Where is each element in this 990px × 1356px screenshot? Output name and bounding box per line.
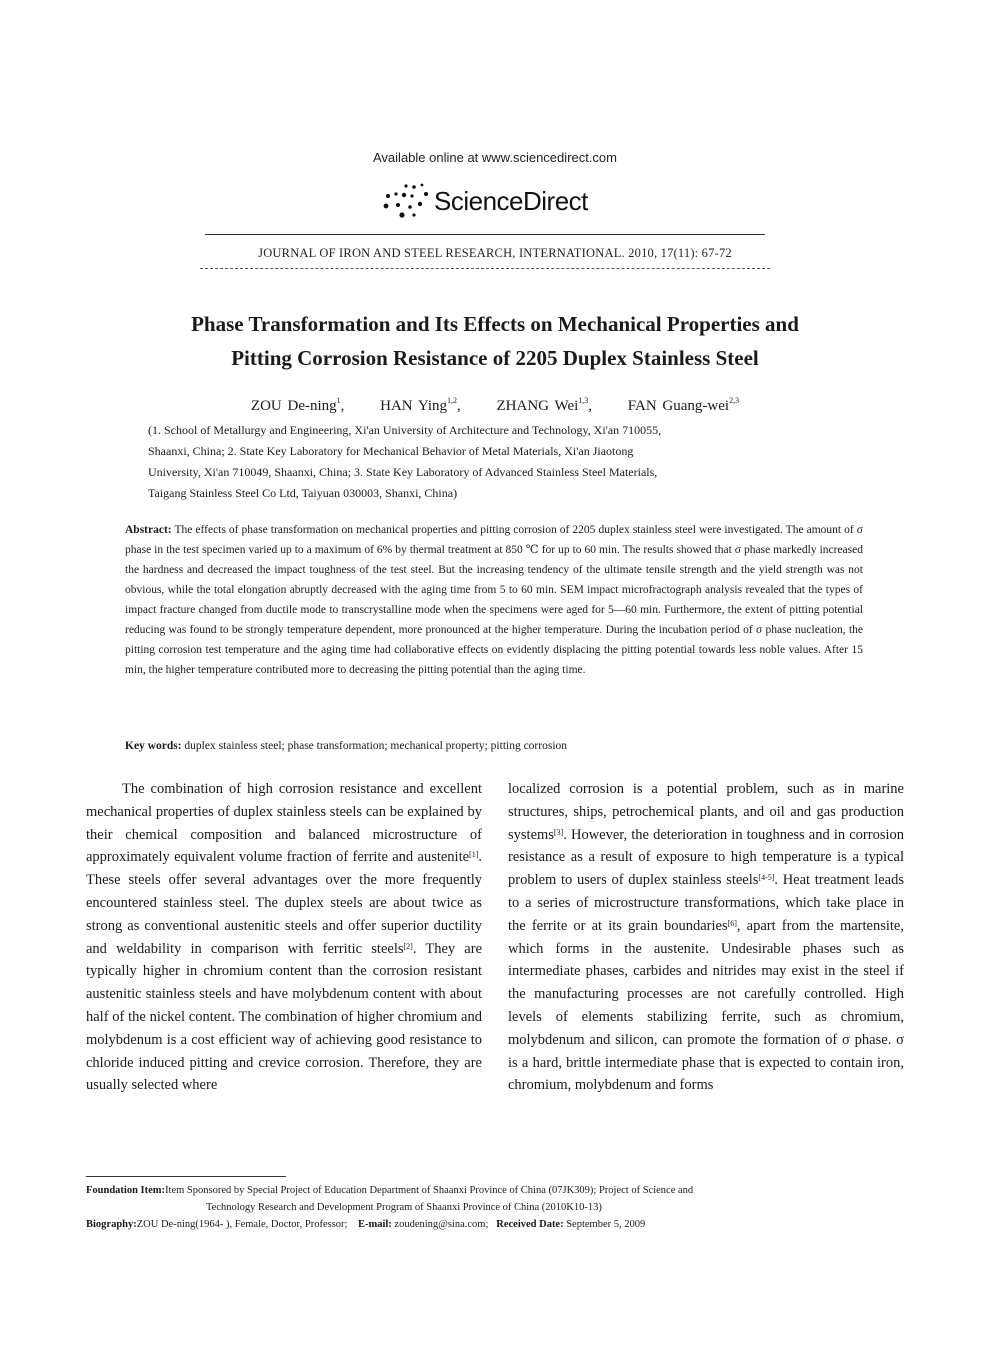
body-column-right xyxy=(508,778,904,1097)
footnotes xyxy=(86,1182,906,1233)
sciencedirect-wordmark: ScienceDirect xyxy=(434,186,588,216)
foundation-text: Item Sponsored by Special Project of Education Department of Shaanxi Province of China (07JK309); Project of Science and xyxy=(165,1185,694,1196)
sciencedirect-dots-icon xyxy=(376,182,432,220)
citation-ref: [3] xyxy=(553,827,564,837)
affiliation-line: (1. School of Metallurgy and Engineering, Xi'an University of Architecture and Technology, Xi'an 710055, xyxy=(148,423,662,437)
keywords-label: Key words: xyxy=(125,740,182,752)
author-name: ZOU De-ning xyxy=(250,398,337,414)
body-text: . However, the deterioration in toughness and in corrosion resistance as a result of exposure to high temperature is a typical problem to users of duplex stainless steels xyxy=(508,826,904,889)
biography-label: Biography: xyxy=(86,1219,137,1230)
citation-ref: [1] xyxy=(469,850,479,860)
citation-ref: [6] xyxy=(727,918,737,928)
abstract xyxy=(125,520,863,680)
footnote-rule xyxy=(86,1176,286,1177)
journal-rule-bottom xyxy=(200,268,770,269)
body-text: . These steels offer several advantages over the more frequently encountered stainless steel. The duplex steels are about twice as strong as conventional austenitic steels and offer superior ductility and weldability in comparison with ferritic steels xyxy=(86,849,482,957)
body-text: The combination of high corrosion resistance and excellent mechanical properties of duplex stainless steels can be explained by their chemical composition and balanced microstructure of approximately equivalent volume fraction of ferrite and austenite xyxy=(86,781,482,866)
foundation-item xyxy=(86,1182,906,1199)
available-online-text: Available online at www.sciencedirect.com xyxy=(373,150,617,165)
paper-title-line-1: Phase Transformation and Its Effects on Mechanical Properties and xyxy=(191,312,799,336)
citation-ref: [2] xyxy=(403,941,413,951)
biography xyxy=(86,1216,906,1233)
author-name: FAN Guang-wei xyxy=(627,398,730,414)
author-affiliation-mark: 2,3 xyxy=(729,396,740,405)
affiliation-line: Taigang Stainless Steel Co Ltd, Taiyuan 030003, Shanxi, China) xyxy=(148,486,458,500)
author-list: ZOU De-ning$^1$, HAN Ying$^{1,2}$, ZHANG Wei$^{1,3}$, FAN Guang-wei$^{2,3}$ xyxy=(250,396,740,414)
biography-text: ZOU De-ning(1964- ), Female, Doctor, Professor; xyxy=(136,1219,348,1230)
body-text: localized corrosion is a potential problem, such as in marine structures, ships, petrochemical plants, and oil and gas production systems xyxy=(508,781,904,843)
keywords xyxy=(125,740,863,752)
body-text: . Heat treatment leads to a series of microstructure transformations, which take place in the ferrite or at its grain boundaries xyxy=(508,872,904,934)
journal-citation: JOURNAL OF IRON AND STEEL RESEARCH, INTERNATIONAL. 2010, 17(11): 67-72 xyxy=(258,246,732,260)
foundation-text-continued: Technology Research and Development Program of Shaanxi Province of China (2010K10-13) xyxy=(206,1202,602,1213)
foundation-label: Foundation Item: xyxy=(86,1185,166,1196)
affiliation-line: University, Xi'an 710049, Shaanxi, China; 3. State Key Laboratory of Advanced Stainless Steel Materials, xyxy=(148,465,658,479)
received-date: September 5, 2009 xyxy=(566,1219,646,1230)
author-affiliation-mark: 1,2 xyxy=(447,396,458,405)
body-text: . They are typically higher in chromium content than the corrosion resistant austenitic stainless steels and have molybdenum content with about half of the nickel content. The combination of higher chromium and molybdenum is a cost efficient way of achieving good resistance to chloride induced pitting and crevice corrosion. Therefore, they are usually selected where xyxy=(86,940,483,1094)
sciencedirect-logo xyxy=(370,180,630,224)
affiliations xyxy=(148,420,848,504)
abstract-label: Abstract: xyxy=(125,524,172,536)
paper-title-line-2: Pitting Corrosion Resistance of 2205 Duplex Stainless Steel xyxy=(231,346,759,370)
author-name: HAN Ying xyxy=(380,398,448,414)
body-text: , apart from the martensite, which forms in the austenite. Undesirable phases such as intermediate phases, carbides and nitrides may exist in the steel if the manufacturing processes are not carefully controlled. High levels of elements stabilizing ferrite, such as chromium, molybdenum and silicon, can promote the formation of σ phase. σ is a hard, brittle intermediate phase that is expected to contain iron, chromium, molybdenum and forms xyxy=(508,917,904,1094)
email-label: E-mail: xyxy=(357,1219,392,1230)
author-name: ZHANG Wei xyxy=(496,398,579,414)
author-affiliation-mark: 1,3 xyxy=(578,396,589,405)
affiliation-line: Shaanxi, China; 2. State Key Laboratory for Mechanical Behavior of Metal Materials, Xi'an Jiaotong xyxy=(148,444,634,458)
received-date-label: Received Date: xyxy=(496,1219,564,1230)
citation-ref: [4-5] xyxy=(758,873,775,883)
keywords-text: duplex stainless steel; phase transformation; mechanical property; pitting corrosion xyxy=(184,740,568,752)
email-address: zoudening@sina.com; xyxy=(394,1219,489,1230)
body-column-left xyxy=(86,778,482,1097)
journal-rule-top xyxy=(205,234,765,235)
abstract-text: The effects of phase transformation on mechanical properties and pitting corrosion of 2205 duplex stainless steel were investigated. The amount of σ phase in the test specimen varied up to a maximum of 6% by thermal treatment at 850 ℃ for up to 60 min. The results showed that σ phase markedly increased the hardness and decreased the impact toughness of the test steel. But the increasing tendency of the ultimate tensile strength and the yield strength was not obvious, while the total elongation abruptly decreased with the aging time from 5 to 60 min. SEM impact microfractograph analysis revealed that the types of impact fracture changed from ductile mode to transcrystalline mode when the specimens were aged for 5—60 min. Furthermore, the extent of pitting potential reducing was found to be strongly temperature dependent, more pronounced at the higher temperature. During the incubation period of σ phase nucleation, the pitting corrosion test temperature and the aging time had collaborative effects on evidently displacing the pitting potential towards less noble values. After 15 min, the higher temperature contributed more to decreasing the pitting potential than the aging time. xyxy=(125,524,864,676)
author-affiliation-mark: 1 xyxy=(336,396,341,405)
